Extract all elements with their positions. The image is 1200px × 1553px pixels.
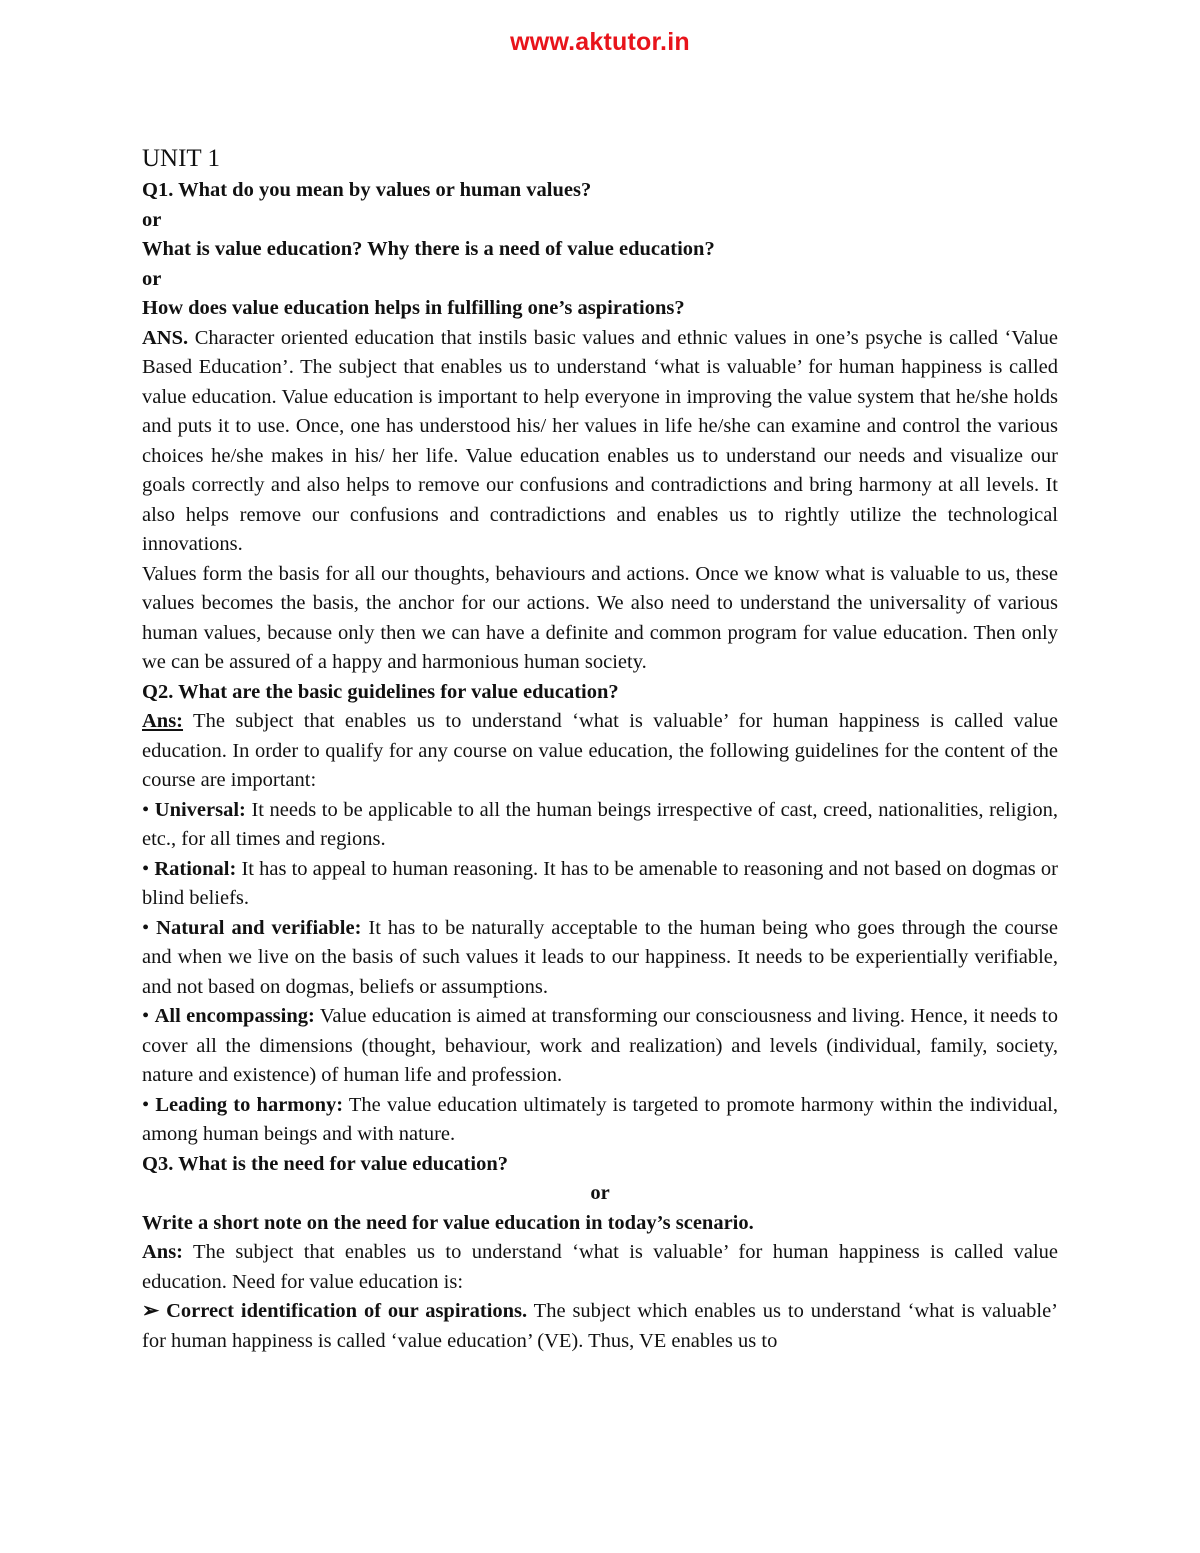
guideline-term: All encompassing: (154, 1005, 315, 1027)
q3-answer-intro-text: The subject that enables us to understand ‘what is valuable’ for human happiness is called value education. Need for value education is: (142, 1241, 1058, 1293)
guideline-term: Universal: (154, 798, 246, 821)
q1-answer-text-1: Character oriented education that instils basic values and ethnic values in one’s psyche is called ‘Value Based Education’. The subject that enables us to understand ‘what is valuable’ for human happiness is called value education. Value education is important to help everyone in improving the value system that he/she holds and puts it to use. Once, one has understood his/ her values in life he/she can examine and control the various choices he/she makes in his/ her life. Value education enables us to understand our needs and visualize our goals correctly and also helps to remove our confusions and contradictions and bring harmony at all levels. It also helps remove our confusions and contradictions and enables us to rightly utilize the technological innovations. (142, 326, 1058, 555)
q1-alt-question-2: How does value education helps in fulfilling one’s aspirations? (142, 297, 685, 319)
guideline-text: It has to be naturally acceptable to the human being who goes through the course and when we live on the basis of such values it leads to our happiness. It needs to be experientially verifiable, and not based on dogmas, beliefs or assumptions. (142, 916, 1058, 998)
q1-or-1: or (142, 208, 162, 231)
q1-answer-label: ANS. (142, 326, 189, 349)
q3-alt-question: Write a short note on the need for value education in today’s scenario. (142, 1211, 754, 1234)
guideline-text: Value education is aimed at transforming our consciousness and living. Hence, it needs to cover all the dimensions (thought, behaviour, work and realization) and levels (individual, family, society, nature and existence) of human life and profession. (142, 1005, 1058, 1086)
q3-or: or (590, 1182, 610, 1204)
q3-answer-intro (142, 1238, 1058, 1297)
guideline-text: It has to appeal to human reasoning. It has to be amenable to reasoning and not based on dogmas or blind beliefs. (142, 857, 1058, 909)
guideline-item-all-encompassing (142, 1002, 1058, 1091)
q1-or-2: or (142, 267, 162, 290)
guideline-term: Natural and verifiable: (156, 916, 362, 939)
point-text: The subject which enables us to understand ‘what is valuable’ for human happiness is called ‘value education’ (VE). Thus, VE enables us to (142, 1300, 1058, 1352)
guideline-term: Rational: (154, 857, 237, 880)
point-term: Correct identification of our aspirations. (166, 1300, 528, 1322)
guideline-item-leading-to-harmony (142, 1091, 1058, 1150)
site-url-header[interactable]: www.aktutor.in (510, 28, 690, 56)
bullet-marker: • (142, 857, 155, 880)
q1-title: Q1. What do you mean by values or human values? (142, 179, 592, 201)
q2-answer-label: Ans: (142, 710, 184, 732)
q1-answer-paragraph-2: Values form the basis for all our thoughts, behaviours and actions. Once we know what is valuable to us, these values becomes the basis, the anchor for our actions. We also need to understand the universality of various human values, because only then we can have a definite and common program for value education. Then only we can be assured of a happy and harmonious human society. (142, 562, 1058, 673)
arrow-bullet-icon: ➢ (142, 1300, 167, 1322)
bullet-marker: • (142, 798, 155, 821)
guideline-item-universal (142, 796, 1058, 855)
guideline-text: It needs to be applicable to all the human beings irrespective of cast, creed, nationalities, religion, etc., for all times and regions. (142, 798, 1058, 850)
document-body (142, 142, 1058, 1356)
guideline-item-rational (142, 855, 1058, 914)
q2-title: Q2. What are the basic guidelines for value education? (142, 680, 619, 703)
unit-title: UNIT 1 (142, 145, 221, 172)
q3-answer-label: Ans: (142, 1241, 184, 1263)
bullet-marker: • (142, 1005, 155, 1027)
q3-point-aspirations (142, 1297, 1058, 1356)
q2-answer-intro-text: The subject that enables us to understand ‘what is valuable’ for human happiness is called value education. In order to qualify for any course on value education, the following guidelines for the content of the course are important: (142, 710, 1058, 791)
q3-title: Q3. What is the need for value education? (142, 1152, 508, 1175)
bullet-marker: • (142, 1093, 156, 1116)
guideline-text: The value education ultimately is targeted to promote harmony within the individual, among human beings and with nature. (142, 1093, 1058, 1145)
q1-answer-paragraph-1 (142, 324, 1058, 560)
guideline-term: Leading to harmony: (155, 1093, 344, 1116)
q1-alt-question-1: What is value education? Why there is a need of value education? (142, 238, 715, 260)
q2-answer-intro (142, 707, 1058, 796)
bullet-marker: • (142, 916, 157, 939)
guideline-item-natural-verifiable (142, 914, 1058, 1003)
